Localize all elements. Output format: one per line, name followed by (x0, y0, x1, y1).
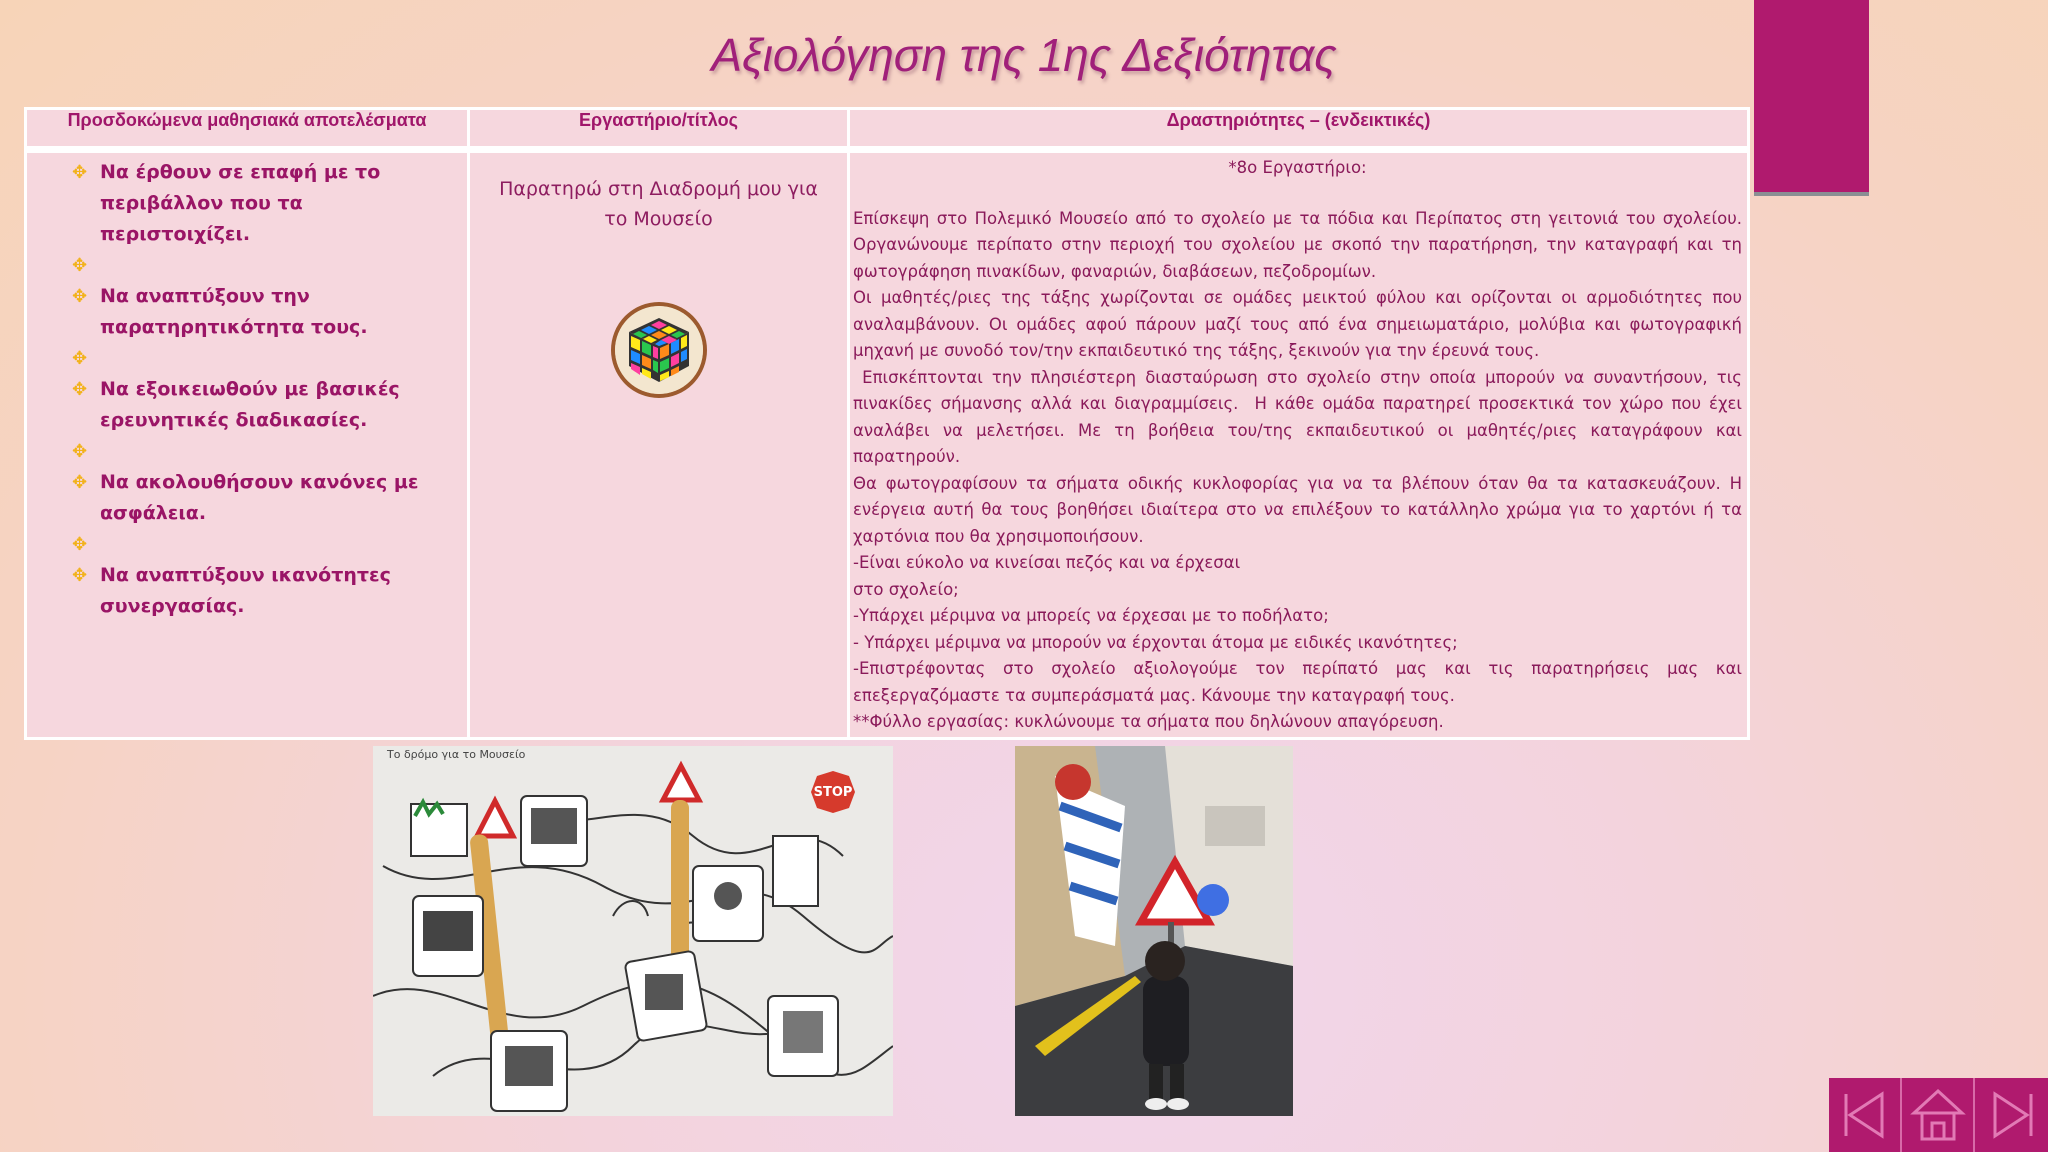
next-slide-button[interactable] (1975, 1078, 2048, 1152)
table-row (26, 150, 1749, 739)
street-photo (1015, 746, 1293, 1116)
list-item: ✥ Να αναπτύξουν ικανότητες συνεργασίας. (72, 560, 446, 622)
activities-heading: *8ο Εργαστήριο: (1228, 158, 1367, 177)
list-item: ✥ Να έρθουν σε επαφή με το περιβάλλον που τα περιστοιχίζει. (72, 157, 446, 250)
rubiks-cube-icon (611, 302, 707, 398)
list-item (72, 436, 446, 467)
workshop-cell (469, 150, 849, 739)
skip-back-icon (1838, 1088, 1892, 1142)
list-item (72, 250, 446, 281)
bullet-icon: ✥ (72, 379, 88, 400)
list-item: ✥ Να αναπτύξουν την παρατηρητικότητα τους. (72, 281, 446, 343)
activity-paragraph: -Είναι εύκολο να κινείσαι πεζός και να έρχεσαι (853, 553, 1241, 572)
skip-forward-icon (1985, 1088, 2039, 1142)
bullet-icon: ✥ (72, 348, 88, 369)
list-item: ✥ Να εξοικειωθούν με βασικές ερευνητικές διαδικασίες. (72, 374, 446, 436)
outcomes-cell (26, 150, 469, 739)
table-header-row (26, 109, 1749, 150)
slide-title: Αξιολόγηση της 1ης Δεξιότητας (711, 29, 1337, 81)
previous-slide-button[interactable] (1829, 1078, 1902, 1152)
slide-navigation (1829, 1078, 2048, 1152)
home-icon (1910, 1087, 1966, 1143)
header-outcomes: Προσδοκώμενα μαθησιακά αποτελέσματα (26, 109, 469, 150)
activities-text (851, 155, 1746, 736)
header-activities: Δραστηριότητες – (ενδεικτικές) (849, 109, 1749, 150)
bullet-icon: ✥ (72, 441, 88, 462)
bullet-icon: ✥ (72, 162, 88, 183)
activity-paragraph: Επίσκεψη στο Πολεμικό Μουσείο από το σχολείο με τα πόδια και Περίπατος στη γειτονιά του σχολείου. Οργανώνουμε περίπατο στην περιοχή του σχολείου με σκοπό την παρατήρηση, την καταγραφή και τη φωτογράφηση πινακίδων, φαναριών, διαβάσεων, πεζοδρομίων. (853, 208, 1742, 281)
bullet-icon: ✥ (72, 565, 88, 586)
accent-bar (1754, 0, 1869, 192)
activity-paragraph: **Φύλλο εργασίας: κυκλώνουμε τα σήματα που δηλώνουν απαγόρευση. (853, 712, 1444, 731)
activity-paragraph: -Επιστρέφοντας στο σχολείο αξιολογούμε τον περίπατό μας και τις παρατηρήσεις μας και επεξεργαζόμαστε τα συμπεράσματά μας. Κάνουμε την καταγραφή τους. (853, 659, 1742, 705)
activity-paragraph: Επισκέπτονται την πλησιέστερη διασταύρωση στο σχολείο στην οποία μπορούν να συναντήσουν, τις πινακίδες σήμανσης αλλά και διαγραμμίσεις. Η κάθε ομάδα παρατηρεί προσεκτικά τον χώρο που έχει αναλάβει να μελετήσει. Με τη βοήθεια του/της εκπαιδευτικού οι μαθητές/ριες καταγράφουν και παρατηρούν. (853, 367, 1748, 466)
activity-paragraph: στο σχολείο; (853, 579, 959, 599)
home-button[interactable] (1902, 1078, 1975, 1152)
header-workshop: Εργαστήριο/τίτλος (469, 109, 849, 150)
stop-sign-label: STOP (813, 785, 853, 800)
bullet-icon: ✥ (72, 255, 88, 276)
list-item (72, 343, 446, 374)
drawing-photo (373, 746, 893, 1116)
bullet-icon: ✥ (72, 472, 88, 493)
bullet-icon: ✥ (72, 534, 88, 555)
skill-table (24, 107, 1750, 740)
outcomes-list (28, 157, 466, 622)
activity-paragraph: -Υπάρχει μέριμνα να μπορείς να έρχεσαι με το ποδήλατο; (853, 606, 1329, 625)
activity-paragraph: Θα φωτογραφίσουν τα σήματα οδικής κυκλοφορίας για να τα βλέπουν όταν θα τα κατασκευάζουν. Η ενέργεια αυτή θα τους βοηθήσει ιδιαίτερα στο να επιλέξουν το κατάλληλο χρώμα για το χαρτόνι ή τα χαρτόνια που θα χρησιμοποιήσουν. (853, 473, 1742, 546)
activity-paragraph: - Υπάρχει μέριμνα να μπορούν να έρχονται άτομα με ειδικές ικανότητες; (853, 632, 1458, 652)
activities-cell (849, 150, 1749, 739)
bullet-icon: ✥ (72, 286, 88, 307)
workshop-title: Παρατηρώ στη Διαδρομή μου για το Μουσείο (499, 178, 818, 230)
list-item (72, 529, 446, 560)
drawing-caption: Το δρόμο για το Μουσείο (387, 748, 526, 761)
activity-paragraph: Οι μαθητές/ριες της τάξης χωρίζονται σε ομάδες μεικτού φύλου και ορίζονται οι αρμοδιότητες που αναλαμβάνουν. Οι ομάδες αφού πάρουν μαζί τους από ένα σημειωματάριο, μολύβια και φωτογραφική μηχανή με συνοδό τον/την εκπαιδευτικό της τάξης, ξεκινούν για την έρευνά τους. (853, 288, 1742, 360)
list-item: ✥ Να ακολουθήσουν κανόνες με ασφάλεια. (72, 467, 446, 529)
